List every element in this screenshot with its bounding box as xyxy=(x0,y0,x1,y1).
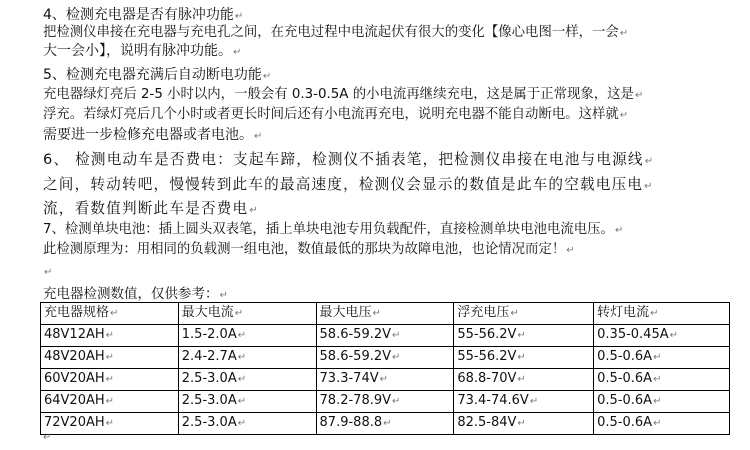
table-header-row xyxy=(41,303,730,325)
cell-mark-icon: ↵ xyxy=(234,308,244,319)
paragraph-text: 需要进一步检修充电器或者电池。↵ xyxy=(43,127,263,143)
cell-mark-icon: ↵ xyxy=(237,418,247,429)
table-cell: 0.5-0.6A↵ xyxy=(594,369,730,391)
cell-mark-icon: ↵ xyxy=(669,330,679,341)
cell-mark-icon: ↵ xyxy=(105,374,115,385)
cell-mark-icon: ↵ xyxy=(372,308,381,319)
cell-mark-icon: ↵ xyxy=(392,352,401,363)
table-cell: 73.3-74V↵ xyxy=(316,369,454,391)
header-cell: 转灯电流↵ xyxy=(594,303,730,325)
paragraph-text: 浮充。若绿灯亮后几个小时或者更长时间后还有小电流再充电，说明充电器不能自动断电。这样就↵ xyxy=(43,107,629,122)
heading-pulse-check: 4、检测充电器是否有脉冲功能↵ xyxy=(43,7,244,23)
paragraph-mark-icon: ↵ xyxy=(262,71,272,82)
table-cell: 2.4-2.7A↵ xyxy=(178,347,316,369)
cell-mark-icon: ↵ xyxy=(237,396,247,407)
paragraph-mark-icon: ↵ xyxy=(619,110,629,121)
cell-mark-icon: ↵ xyxy=(383,418,392,429)
paragraph-mark-icon: ↵ xyxy=(614,225,624,236)
paragraph-mark-icon: ↵ xyxy=(634,90,644,101)
paragraph-text: 之间，转动转吧，慢慢转到此车的最高速度，检测仪会显示的数值是此车的空载电压电↵ xyxy=(43,176,654,193)
paragraph-mark-icon: ↵ xyxy=(233,47,242,58)
table-row xyxy=(41,325,730,347)
cell-mark-icon: ↵ xyxy=(237,374,247,385)
cell-mark-icon: ↵ xyxy=(517,352,526,363)
table-row xyxy=(41,413,730,435)
paragraph-text: 充电器绿灯亮后 2-5 小时以内，一般会有 0.3-0.5A 的小电流再继续充电，这是属于正常现象，这是↵ xyxy=(43,87,644,102)
heading-power-consumption-check: 6、 检测电动车是否费电：支起车蹄，检测仪不插表笔，把检测仪串接在电池与电源线↵ xyxy=(43,151,655,168)
paragraph-text: 把检测仪串接在充电器与充电孔之间，在充电过程中电流起伏有很大的变化【像心电图一样，一会↵ xyxy=(43,25,629,40)
heading-single-battery-check: 7、检测单块电池：插上圆头双表笔，插上单块电池专用负载配件，直接检测单块电池电流电压。↵ xyxy=(43,222,624,237)
paragraph-mark-icon: ↵ xyxy=(254,131,263,142)
table-cell: 0.35-0.45A↵ xyxy=(594,325,730,347)
cell-mark-icon: ↵ xyxy=(650,308,659,319)
table-cell: 87.9-88.8↵ xyxy=(316,413,454,435)
table-cell: 55-56.2V↵ xyxy=(454,347,594,369)
table-cell: 72V20AH↵ xyxy=(41,413,179,435)
table-cell: 0.5-0.6A↵ xyxy=(594,347,730,369)
paragraph-mark-icon: ↵ xyxy=(43,432,52,443)
table-cell: 58.6-59.2V↵ xyxy=(316,347,454,369)
cell-mark-icon: ↵ xyxy=(392,330,401,341)
cell-mark-icon: ↵ xyxy=(105,418,115,429)
cell-mark-icon: ↵ xyxy=(510,308,519,319)
table-cell: 68.8-70V↵ xyxy=(454,369,594,391)
cell-mark-icon: ↵ xyxy=(379,374,388,385)
table-row xyxy=(41,347,730,369)
header-cell: 最大电流↵ xyxy=(178,303,316,325)
header-cell: 充电器规格↵ xyxy=(41,303,179,325)
table-caption: 充电器检测数值，仅供参考：↵ xyxy=(43,286,228,302)
paragraph-mark-icon: ↵ xyxy=(644,181,654,192)
table-cell: 55-56.2V↵ xyxy=(454,325,594,347)
cell-mark-icon: ↵ xyxy=(110,308,119,319)
table-cell: 1.5-2.0A↵ xyxy=(178,325,316,347)
table-cell: 0.5-0.6A↵ xyxy=(594,413,730,435)
paragraph-text: 此检测原理为：用相同的负载测一组电池，数值最低的那块为故障电池，也论情况而定！↵ xyxy=(43,242,575,257)
cell-mark-icon: ↵ xyxy=(653,396,662,407)
cell-mark-icon: ↵ xyxy=(653,352,662,363)
table-cell: 82.5-84V↵ xyxy=(454,413,594,435)
table-cell: 78.2-78.9V↵ xyxy=(316,391,454,413)
paragraph-mark-icon: ↵ xyxy=(44,267,53,278)
cell-mark-icon: ↵ xyxy=(105,352,115,363)
table-cell: 60V20AH↵ xyxy=(41,369,179,391)
table-cell: 2.5-3.0A↵ xyxy=(178,369,316,391)
header-cell: 浮充电压↵ xyxy=(454,303,594,325)
paragraph-text: 大一会小】，说明有脉冲功能。↵ xyxy=(43,43,242,59)
cell-mark-icon: ↵ xyxy=(653,418,662,429)
cell-mark-icon: ↵ xyxy=(517,418,526,429)
table-cell: 64V20AH↵ xyxy=(41,391,179,413)
cell-mark-icon: ↵ xyxy=(517,374,526,385)
paragraph-mark-icon: ↵ xyxy=(249,205,259,216)
table-cell: 48V12AH↵ xyxy=(41,325,179,347)
table-cell: 2.5-3.0A↵ xyxy=(178,391,316,413)
cell-mark-icon: ↵ xyxy=(529,396,539,407)
charger-values-table xyxy=(40,302,730,435)
paragraph-mark-icon: ↵ xyxy=(619,28,629,39)
table-cell: 2.5-3.0A↵ xyxy=(178,413,316,435)
table-cell: 73.4-74.6V↵ xyxy=(454,391,594,413)
table-cell: 0.5-0.6A↵ xyxy=(594,391,730,413)
cell-mark-icon: ↵ xyxy=(392,396,401,407)
cell-mark-icon: ↵ xyxy=(237,330,247,341)
paragraph-mark-icon: ↵ xyxy=(644,156,655,167)
table-row xyxy=(41,391,730,413)
paragraph-mark-icon: ↵ xyxy=(219,290,228,301)
cell-mark-icon: ↵ xyxy=(653,374,662,385)
cell-mark-icon: ↵ xyxy=(517,330,526,341)
cell-mark-icon: ↵ xyxy=(105,396,115,407)
header-cell: 最大电压↵ xyxy=(316,303,454,325)
table-cell: 48V20AH↵ xyxy=(41,347,179,369)
paragraph-mark-icon: ↵ xyxy=(566,245,575,256)
paragraph-text: 流，看数值判断此车是否费电↵ xyxy=(43,200,259,217)
cell-mark-icon: ↵ xyxy=(105,330,115,341)
cell-mark-icon: ↵ xyxy=(237,352,247,363)
paragraph-mark-icon: ↵ xyxy=(234,11,244,22)
table-cell: 58.6-59.2V↵ xyxy=(316,325,454,347)
empty-paragraph xyxy=(43,262,52,282)
heading-auto-off-check: 5、检测充电器充满后自动断电功能↵ xyxy=(43,67,272,83)
table-row xyxy=(41,369,730,391)
